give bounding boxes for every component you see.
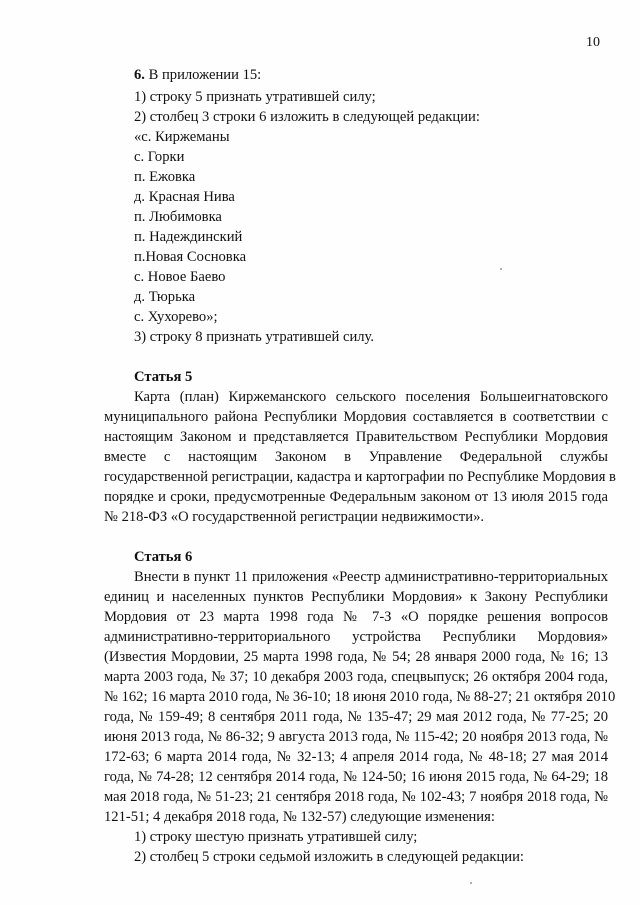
section-6-item: 1) строку 5 признать утратившей силу; <box>134 89 376 105</box>
section-6-title <box>134 66 608 85</box>
section-6-item: 3) строку 8 признать утратившей силу. <box>134 329 375 345</box>
article-6-line: мая 2018 года, № 51-23; 21 сентября 2018 года, № 102-43; 7 ноября 2018 года, № <box>104 789 608 805</box>
section-6-item: с. Новое Баево <box>134 269 226 285</box>
scan-speck <box>500 268 502 270</box>
section-6-item: с. Хухорево»; <box>134 309 218 325</box>
article-6-line: № 162; 16 марта 2010 года, № 36-10; 18 июня 2010 года, № 88-27; 21 октября 2010 <box>104 689 616 705</box>
section-6-item: д. Красная Нива <box>134 189 235 205</box>
article-5-line: муниципального района Республики Мордовия составляется в соответствии с <box>104 409 608 425</box>
section-6-item: п. Ежовка <box>134 169 196 185</box>
page-number: 10 <box>586 35 600 50</box>
section-6-item: 2) столбец 3 строки 6 изложить в следующей редакции: <box>134 109 480 125</box>
article-5-heading: Статья 5 <box>134 369 193 385</box>
article-5-line: настоящим Законом и представляется Правительством Республики Мордовия <box>104 429 608 445</box>
article-6-item: 2) столбец 5 строки седьмой изложить в следующей редакции: <box>134 849 524 865</box>
section-6-item: п. Любимовка <box>134 209 222 225</box>
section-6-item: д. Тюрька <box>134 289 196 305</box>
section-6-number: 6. <box>134 67 145 83</box>
article-6-line: 172-63; 6 марта 2014 года, № 32-13; 4 апреля 2014 года, № 48-18; 27 мая 2014 <box>104 749 608 765</box>
article-6-line: июня 2013 года, № 86-32; 9 августа 2013 года, № 115-42; 20 ноября 2013 года, № <box>104 729 608 745</box>
article-6-line: (Известия Мордовии, 25 марта 1998 года, № 54; 28 января 2000 года, № 16; 13 <box>104 649 608 665</box>
article-6-line: марта 2003 года, № 37; 10 декабря 2003 года, спецвыпуск; 26 октября 2004 года, <box>104 669 608 685</box>
article-5-line: Карта (план) Киржеманского сельского поселения Большеигнатовского <box>134 389 608 405</box>
article-6-line: года, № 74-28; 12 сентября 2014 года, № 124-50; 16 июня 2015 года, № 64-29; 18 <box>104 769 608 785</box>
section-6-item: с. Горки <box>134 149 185 165</box>
article-6-line: года, № 159-49; 8 сентября 2011 года, № 135-47; 29 мая 2012 года, № 77-25; 20 <box>104 709 608 725</box>
article-6-line: административно-территориального устройства Республики Мордовия» <box>104 629 608 645</box>
article-6-heading: Статья 6 <box>134 549 193 565</box>
section-6-item: «с. Киржеманы <box>134 129 230 145</box>
article-5-line: вместе с настоящим Законом в Управление Федеральной службы <box>104 449 608 465</box>
article-6-line: единиц и населенных пунктов Республики Мордовия» к Закону Республики <box>104 589 608 605</box>
article-6-line: Внести в пункт 11 приложения «Реестр административно-территориальных <box>134 569 608 585</box>
section-6-item: п. Надеждинский <box>134 229 243 245</box>
article-5-line: государственной регистрации, кадастра и картографии по Республике Мордовия в <box>104 469 616 485</box>
scan-speck <box>470 882 472 884</box>
article-5-line: порядке и сроки, предусмотренные Федеральным законом от 13 июля 2015 года <box>104 489 608 505</box>
article-6-line: Мордовия от 23 марта 1998 года № 7-З «О порядке решения вопросов <box>104 609 608 625</box>
article-6-line: 121-51; 4 декабря 2018 года, № 132-57) следующие изменения: <box>104 809 495 825</box>
section-6-title-text: В приложении 15: <box>144 67 262 83</box>
article-5-line: № 218-ФЗ «О государственной регистрации недвижимости». <box>104 509 485 525</box>
section-6-item: п.Новая Сосновка <box>134 249 247 265</box>
article-6-item: 1) строку шестую признать утратившей силу; <box>134 829 418 845</box>
